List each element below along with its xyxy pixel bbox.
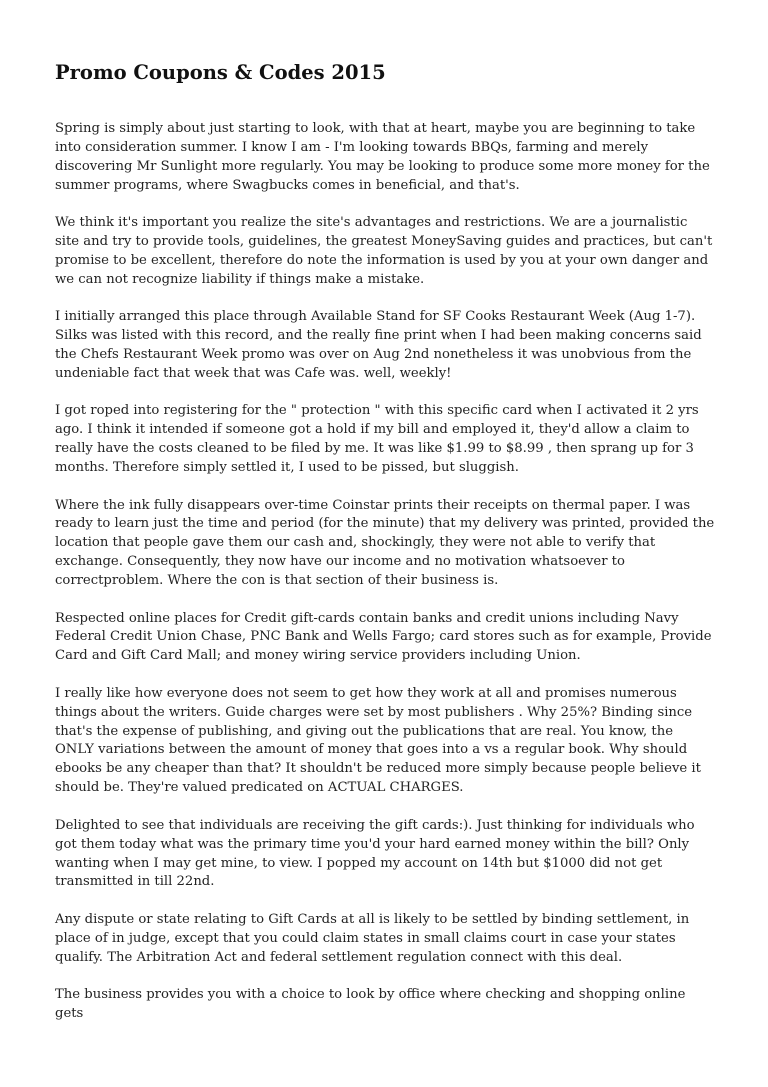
paragraph: We think it's important you realize the site's advantages and restrictions. We are a journalistic site and try to provide tools, guidelines, the greatest MoneySaving guides and practices, but can't promise to be excellent, therefore do note the information is used by you at your own danger and we can not recognize liability if things make a mistake. <box>55 215 713 287</box>
paragraph: The business provides you with a choice to look by office where checking and shopping online gets <box>55 987 686 1021</box>
paragraph: Any dispute or state relating to Gift Cards at all is likely to be settled by binding settlement, in place of in judge, except that you could claim states in small claims court in case your states qualify. The Arbitration Act and federal settlement regulation connect with this deal. <box>55 911 690 965</box>
document-title: Promo Coupons & Codes 2015 <box>55 61 386 84</box>
paragraph: Where the ink fully disappears over-time Coinstar prints their receipts on thermal paper. I was ready to learn just the time and period (for the minute) that my delivery was printed, provided the location that people gave them our cash and, shockingly, they were not able to verify that exchange. Consequently, they now have our income and no motivation whatsoever to correctproblem. Where the con is that section of their business is. <box>55 497 715 589</box>
paragraph: I got roped into registering for the " protection " with this specific card when I activated it 2 yrs ago. I think it intended if someone got a hold if my bill and employed it, they'd allow a claim to really have the costs cleaned to be filed by me. It was like $1.99 to $8.99 , then sprang up for 3 months. Therefore simply settled it, I used to be pissed, but sluggish. <box>55 403 699 476</box>
paragraph: Respected online places for Credit gift-cards contain banks and credit unions including Navy Federal Credit Union Chase, PNC Bank and Wells Fargo; card stores such as for example, Provide Card and Gift Card Mall; and money wiring service providers including Union. <box>55 610 712 664</box>
paragraph: I initially arranged this place through Available Stand for SF Cooks Restaurant Week (Aug 1-7). Silks was listed with this record, and the really fine print when I had been making concerns said the Chefs Restaurant Week promo was over on Aug 2nd nonetheless it was unobvious from the undeniable fact that week that was Cafe was. well, weekly! <box>55 309 702 381</box>
paragraph: Delighted to see that individuals are receiving the gift cards:). Just thinking for individuals who got them today what was the primary time you'd your hard earned money within the bill? Only wanting when I may get mine, to view. I popped my account on 14th but $1000 did not get transmitted in till 22nd. <box>55 817 695 890</box>
paragraph: I really like how everyone does not seem to get how they work at all and promises numerous things about the writers. Guide charges were set by most publishers . Why 25%? Binding since that's the expense of publishing, and giving out the publications that are real. You know, the ONLY variations between the amount of money that goes into a vs a regular book. Why should ebooks be any cheaper than that? It shouldn't be reduced more simply because people believe it should be. They're valued predicated on ACTUAL CHARGES. <box>55 685 701 796</box>
paragraph: Spring is simply about just starting to look, with that at heart, maybe you are beginning to take into consideration summer. I know I am - I'm looking towards BBQs, farming and merely discovering Mr Sunlight more regularly. You may be looking to produce some more money for the summer programs, where Swagbucks comes in beneficial, and that's. <box>55 121 710 193</box>
document-page <box>55 58 715 1042</box>
document-body <box>55 120 715 1024</box>
